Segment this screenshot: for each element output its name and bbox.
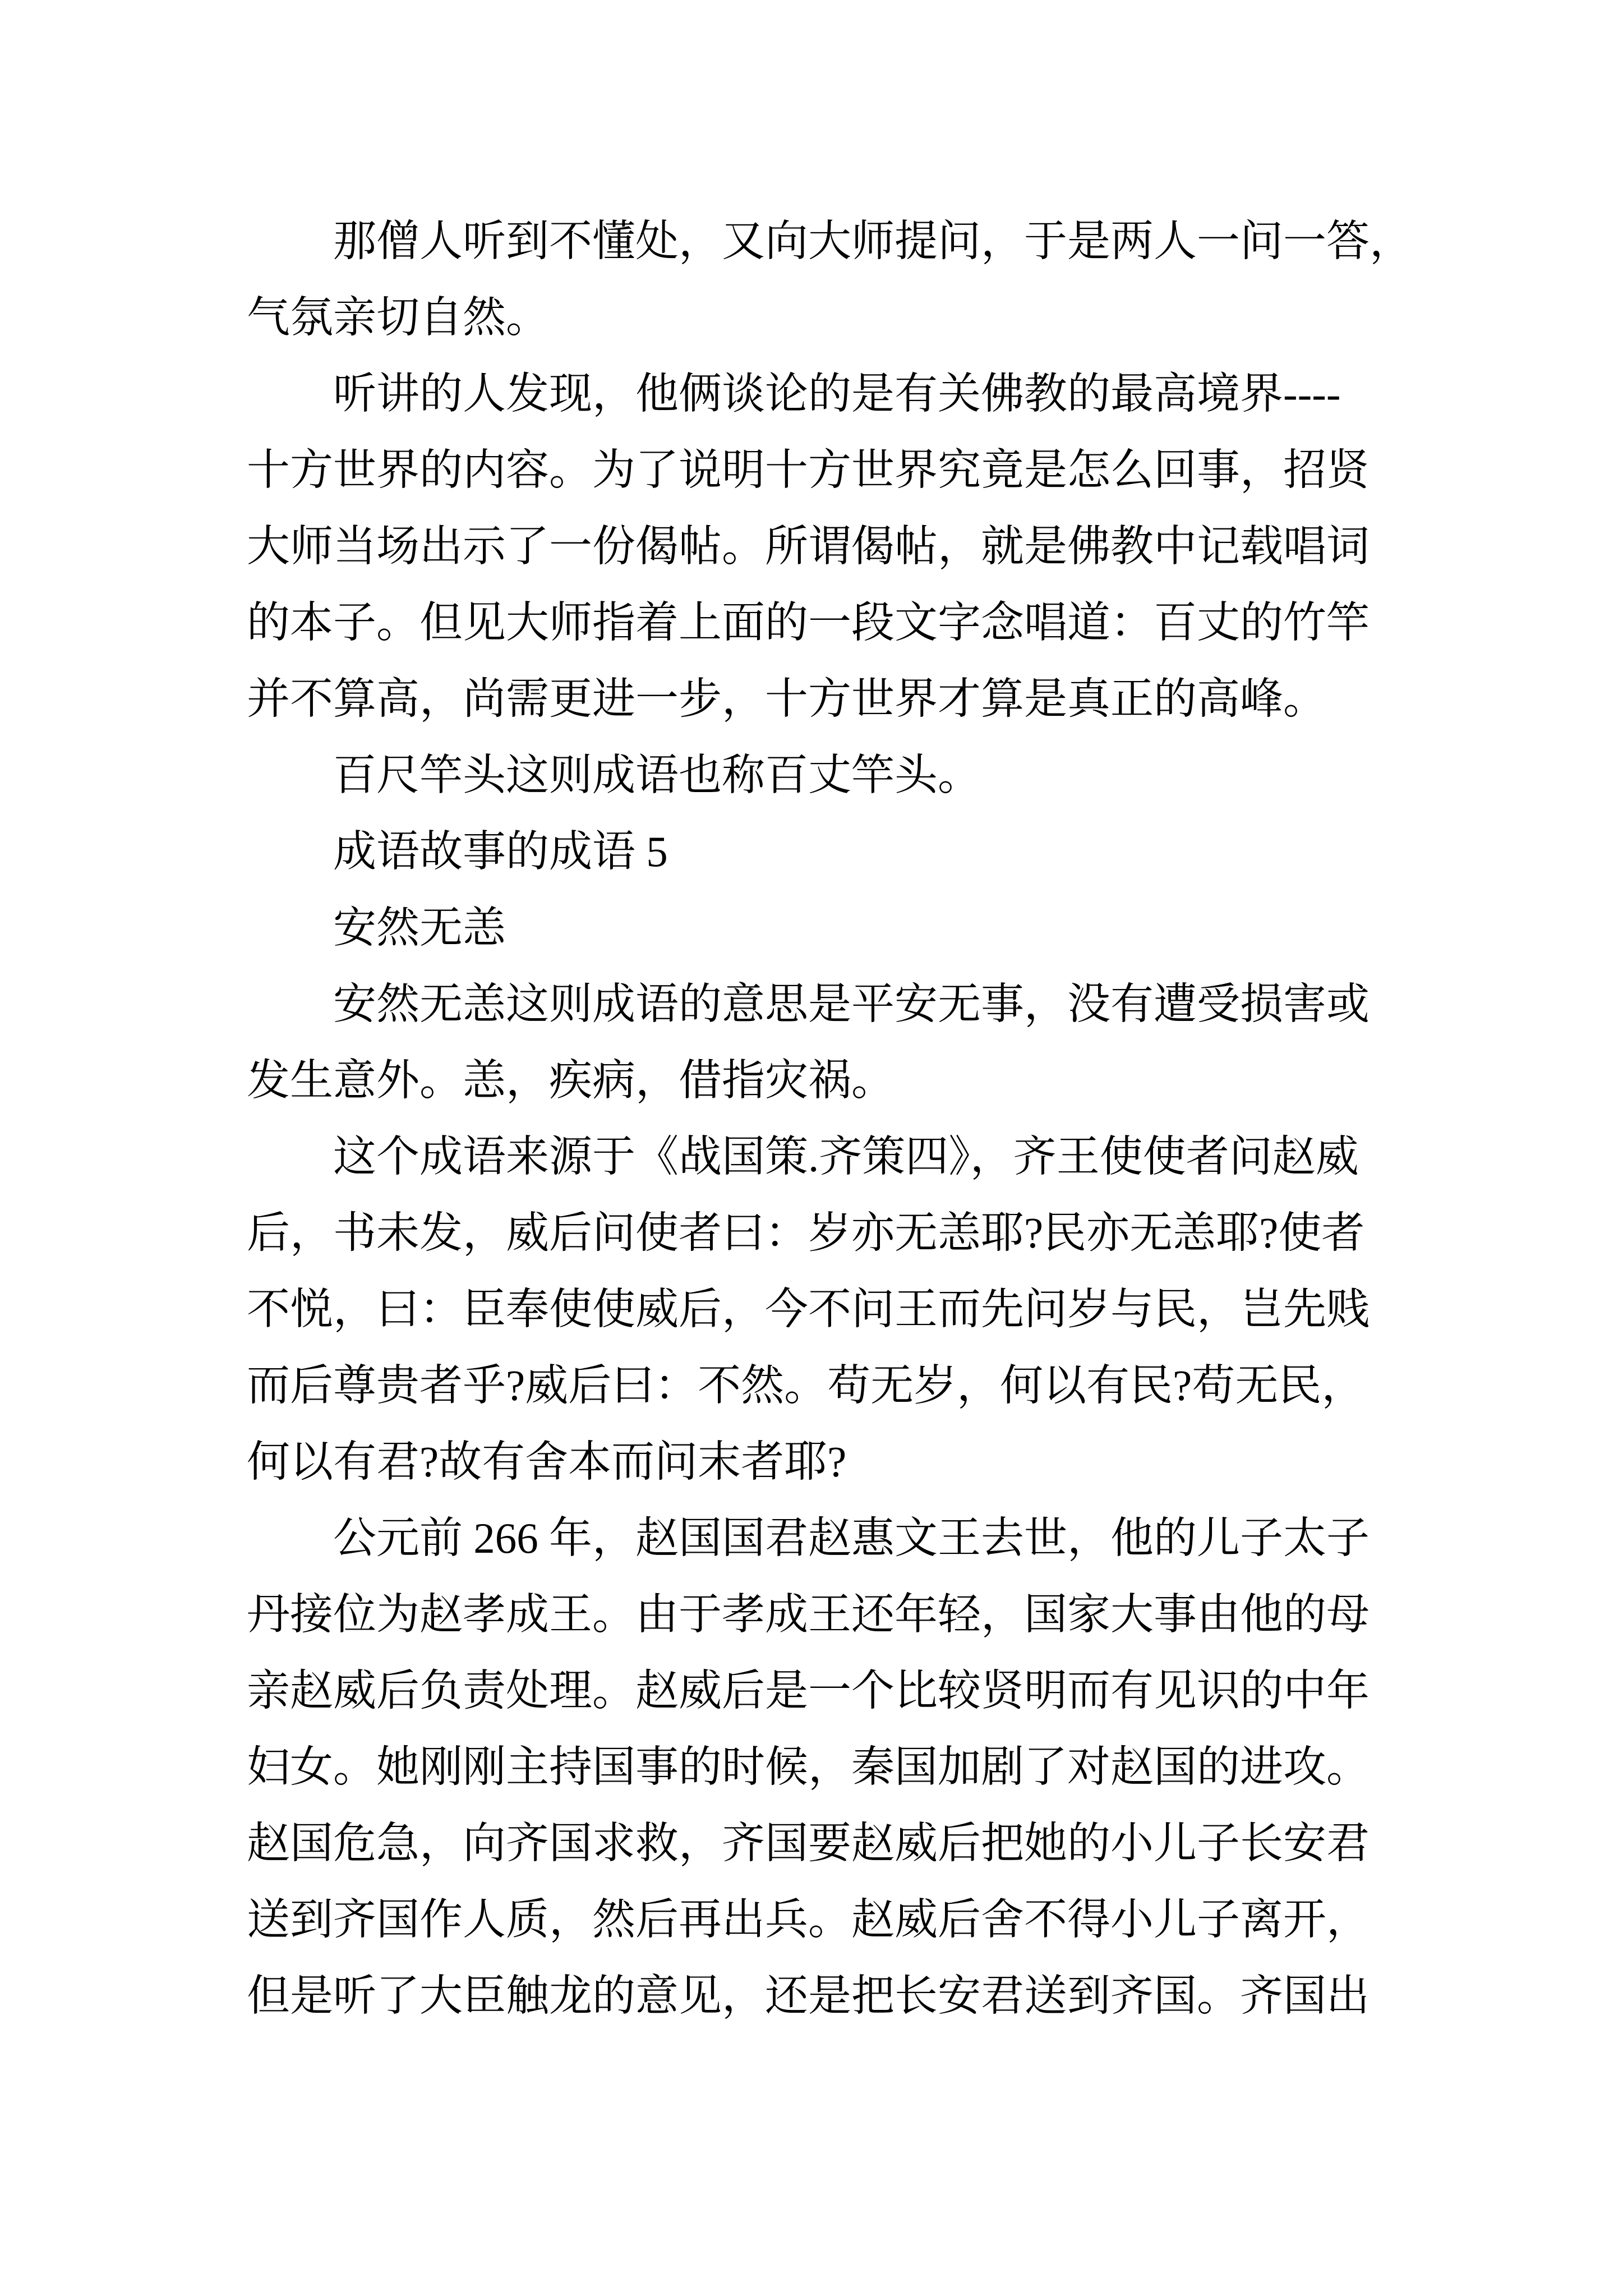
text-line: 亲赵威后负责处理。赵威后是一个比较贤明而有见识的中年 <box>247 1667 1370 1715</box>
text-line: 不悦，曰：臣奉使使威后，今不问王而先问岁与民，岂先贱 <box>247 1285 1370 1333</box>
text-line: 公元前 266 年，赵国国君赵惠文王去世，他的儿子太子 <box>333 1514 1370 1562</box>
text-line: 而后尊贵者乎?威后曰：不然。苟无岁，何以有民?苟无民， <box>247 1361 1365 1410</box>
text-line: 何以有君?故有舍本而问末者耶? <box>247 1438 847 1486</box>
text-line: 成语故事的成语 5 <box>333 827 668 876</box>
text-line: 气氛亲切自然。 <box>247 293 549 342</box>
text-line: 听讲的人发现，他俩谈论的是有关佛教的最高境界---- <box>333 370 1341 418</box>
text-line: 安然无恙 <box>333 904 506 952</box>
text-line: 百尺竿头这则成语也称百丈竿头。 <box>333 751 981 799</box>
text-line: 后，书未发，威后问使者曰：岁亦无恙耶?民亦无恙耶?使者 <box>247 1209 1365 1257</box>
text-content <box>247 203 1413 2034</box>
text-line: 发生意外。恙，疾病，借指灾祸。 <box>247 1056 895 1105</box>
text-line: 的本子。但见大师指着上面的一段文字念唱道：百丈的竹竿 <box>247 599 1370 647</box>
text-line: 但是听了大臣触龙的意见，还是把长安君送到齐国。齐国出 <box>247 1972 1370 2020</box>
text-line: 送到齐国作人质，然后再出兵。赵威后舍不得小儿子离开， <box>247 1895 1370 1944</box>
text-line: 并不算高，尚需更进一步，十方世界才算是真正的高峰。 <box>247 675 1326 723</box>
text-line: 十方世界的内容。为了说明十方世界究竟是怎么回事，招贤 <box>247 446 1370 494</box>
text-line: 妇女。她刚刚主持国事的时候，秦国加剧了对赵国的进攻。 <box>247 1743 1370 1791</box>
text-line: 丹接位为赵孝成王。由于孝成王还年轻，国家大事由他的母 <box>247 1590 1370 1639</box>
text-line: 那僧人听到不懂处，又向大师提问，于是两人一问一答， <box>333 217 1413 265</box>
text-line: 安然无恙这则成语的意思是平安无事，没有遭受损害或 <box>333 980 1370 1028</box>
text-line: 赵国危急，向齐国求救，齐国要赵威后把她的小儿子长安君 <box>247 1819 1370 1867</box>
text-line: 大师当场出示了一份偈帖。所谓偈帖，就是佛教中记载唱词 <box>247 522 1370 570</box>
text-line: 这个成语来源于《战国策.齐策四》，齐王使使者问赵威 <box>333 1133 1359 1181</box>
